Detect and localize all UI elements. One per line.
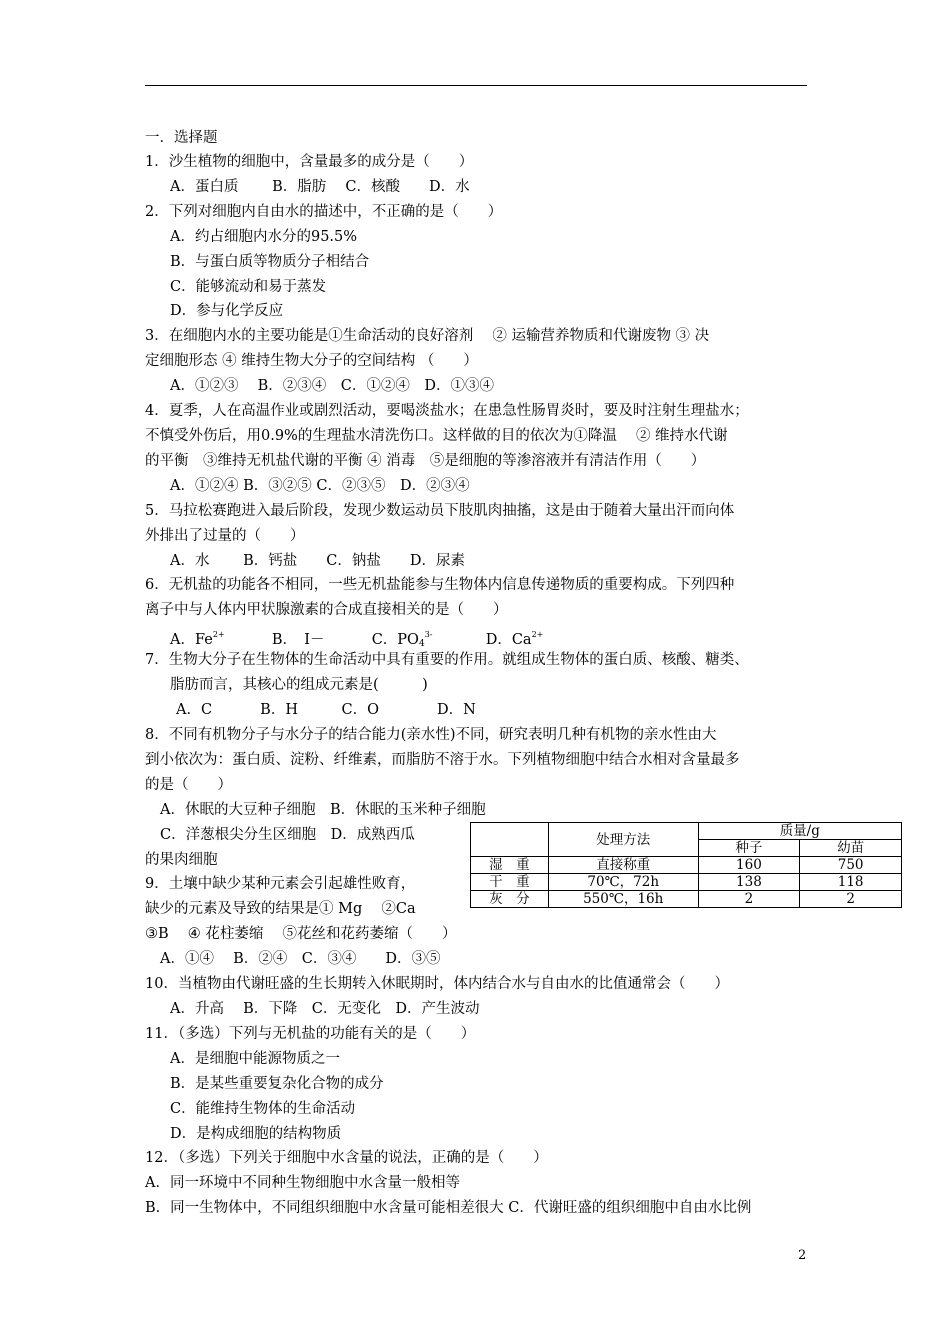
q5-line2: 外排出了过量的（ ） bbox=[145, 528, 305, 544]
table-row-label: 灰 分 bbox=[471, 891, 549, 908]
q6-option-c: C．PO bbox=[371, 632, 419, 648]
table-row-seed: 2 bbox=[698, 891, 800, 908]
q12-stem: 12．（多选）下列关于细胞中水含量的说法，正确的是（ ） bbox=[145, 1150, 548, 1166]
q6-option-b: B． I bbox=[271, 632, 310, 648]
table-header-row bbox=[471, 823, 902, 840]
q8-line3: 的是（ ） bbox=[145, 777, 232, 793]
q9-line2: 缺少的元素及导致的结果是① Mg ②Ca bbox=[145, 901, 416, 917]
table-header-mass: 质量/g bbox=[698, 823, 901, 840]
q11-option-b: B．是某些重要复杂化合物的成分 bbox=[170, 1076, 384, 1092]
q2-stem: 2．下列对细胞内自由水的描述中，不正确的是（ ） bbox=[145, 204, 503, 220]
q8-line1: 8．不同有机物分子与水分子的结合能力(亲水性)不同，研究表明几种有机物的亲水性由大 bbox=[145, 727, 717, 743]
table-header-seed: 种子 bbox=[698, 840, 800, 857]
table-row bbox=[471, 891, 902, 908]
q3-line2: 定细胞形态 ④ 维持生物大分子的空间结构 （ ） bbox=[145, 353, 478, 369]
q4-options: A．①②④ B．③②⑤ C．②③⑤ D．②③④ bbox=[170, 478, 470, 494]
q11-option-a: A．是细胞中能源物质之一 bbox=[170, 1051, 340, 1067]
q8-options-cd-cont: 的果肉细胞 bbox=[145, 852, 218, 868]
table-row bbox=[471, 874, 902, 891]
data-table bbox=[470, 822, 902, 908]
table-row-seedling: 118 bbox=[800, 874, 902, 891]
q9-options: A．①④ B．②④ C．③④ D．③⑤ bbox=[160, 951, 441, 967]
q1-stem: 1．沙生植物的细胞中，含量最多的成分是（ ） bbox=[145, 154, 474, 170]
table-row-label: 干 重 bbox=[471, 874, 549, 891]
q12-option-bc: B．同一生物体中，不同组织细胞中水含量可能相差很大 C．代谢旺盛的组织细胞中自由水比例 bbox=[145, 1200, 752, 1216]
table-row-seedling: 2 bbox=[800, 891, 902, 908]
q6-line2: 离子中与人体内甲状腺激素的合成直接相关的是（ ） bbox=[145, 602, 508, 618]
q2-option-a: A．约占细胞内水分的95.5% bbox=[170, 229, 358, 245]
q4-line2: 不慎受外伤后，用0.9%的生理盐水清洗伤口。这样做的目的依次为①降温 ② 维持水代谢 bbox=[145, 428, 728, 444]
q9-line3: ③B ④ 花柱萎缩 ⑤花丝和花药萎缩（ ） bbox=[145, 926, 457, 942]
section-title: 一．选择题 bbox=[145, 130, 218, 146]
q2-option-b: B．与蛋白质等物质分子相结合 bbox=[170, 254, 370, 270]
q2-option-d: D．参与化学反应 bbox=[170, 303, 284, 319]
table-row-seed: 138 bbox=[698, 874, 800, 891]
table-row-label: 湿 重 bbox=[471, 857, 549, 874]
q8-options-cd: C．洋葱根尖分生区细胞 D．成熟西瓜 bbox=[160, 827, 415, 843]
q6-option-c-sup: 3- bbox=[424, 630, 433, 639]
q4-line3: 的平衡 ③维持无机盐代谢的平衡 ④ 消毒 ⑤是细胞的等渗溶液并有清洁作用（ ） bbox=[145, 453, 706, 469]
page-number: 2 bbox=[798, 1248, 807, 1263]
q6-option-a: A．Fe bbox=[170, 632, 213, 648]
q7-options: A．C B．H C．O D．N bbox=[176, 702, 476, 718]
q3-options: A．①②③ B．②③④ C．①②④ D．①③④ bbox=[170, 378, 494, 394]
q5-options: A．水 B．钙盐 C．钠盐 D．尿素 bbox=[170, 553, 465, 569]
table-row-method: 70℃，72h bbox=[548, 874, 698, 891]
q6-option-c-sub: 4 bbox=[418, 639, 425, 649]
table-row-method: 550℃，16h bbox=[548, 891, 698, 908]
table-row bbox=[471, 857, 902, 874]
q4-line1: 4．夏季，人在高温作业或剧烈活动，要喝淡盐水；在患急性肠胃炎时，要及时注射生理盐水； bbox=[145, 403, 749, 419]
table-header-seedling: 幼苗 bbox=[800, 840, 902, 857]
q11-stem: 11．（多选）下列与无机盐的功能有关的是（ ） bbox=[145, 1026, 476, 1042]
q5-line1: 5．马拉松赛跑进入最后阶段，发现少数运动员下肢肌肉抽搐，这是由于随着大量出汗而向体 bbox=[145, 503, 735, 519]
q9-line1: 9．土壤中缺少某种元素会引起雄性败育， bbox=[145, 876, 416, 892]
q8-line2: 到小依次为：蛋白质、淀粉、纤维素，而脂肪不溶于水。下列植物细胞中结合水相对含量最多 bbox=[145, 752, 740, 768]
q8-options-ab: A．休眠的大豆种子细胞 B．休眠的玉米种子细胞 bbox=[160, 802, 486, 818]
q3-line1: 3．在细胞内水的主要功能是①生命活动的良好溶剂 ② 运输营养物质和代谢废物 ③ 决 bbox=[145, 328, 710, 344]
q6-option-b-sup: － bbox=[309, 632, 325, 648]
table-header-method: 处理方法 bbox=[548, 823, 698, 857]
q6-line1: 6．无机盐的功能各不相同，一些无机盐能参与生物体内信息传递物质的重要构成。下列四种 bbox=[145, 577, 735, 593]
table-row-seedling: 750 bbox=[800, 857, 902, 874]
q6-option-a-sup: 2+ bbox=[212, 630, 225, 639]
q6-option-d: D．Ca bbox=[485, 632, 532, 648]
q11-option-d: D．是构成细胞的结构物质 bbox=[170, 1126, 342, 1142]
table-row-method: 直接称重 bbox=[548, 857, 698, 874]
q12-option-a: A．同一环境中不同种生物细胞中水含量一般相等 bbox=[145, 1175, 460, 1191]
q6-option-d-sup: 2+ bbox=[531, 630, 544, 639]
q10-stem: 10．当植物由代谢旺盛的生长期转入休眠期时，体内结合水与自由水的比值通常会（ ） bbox=[145, 976, 729, 992]
q10-options: A．升高 B．下降 C．无变化 D．产生波动 bbox=[170, 1001, 480, 1017]
q11-option-c: C．能维持生物体的生命活动 bbox=[170, 1101, 356, 1117]
table-corner-cell bbox=[471, 823, 549, 857]
q2-option-c: C．能够流动和易于蒸发 bbox=[170, 279, 327, 295]
q7-line1: 7．生物大分子在生物体的生命活动中具有重要的作用。就组成生物体的蛋白质、核酸、糖类、 bbox=[145, 652, 749, 668]
q7-line2: 脂肪而言，其核心的组成元素是( ) bbox=[170, 677, 428, 693]
header-rule bbox=[145, 85, 807, 86]
q1-options: A．蛋白质 B．脂肪 C．核酸 D．水 bbox=[170, 179, 470, 195]
table-row-seed: 160 bbox=[698, 857, 800, 874]
